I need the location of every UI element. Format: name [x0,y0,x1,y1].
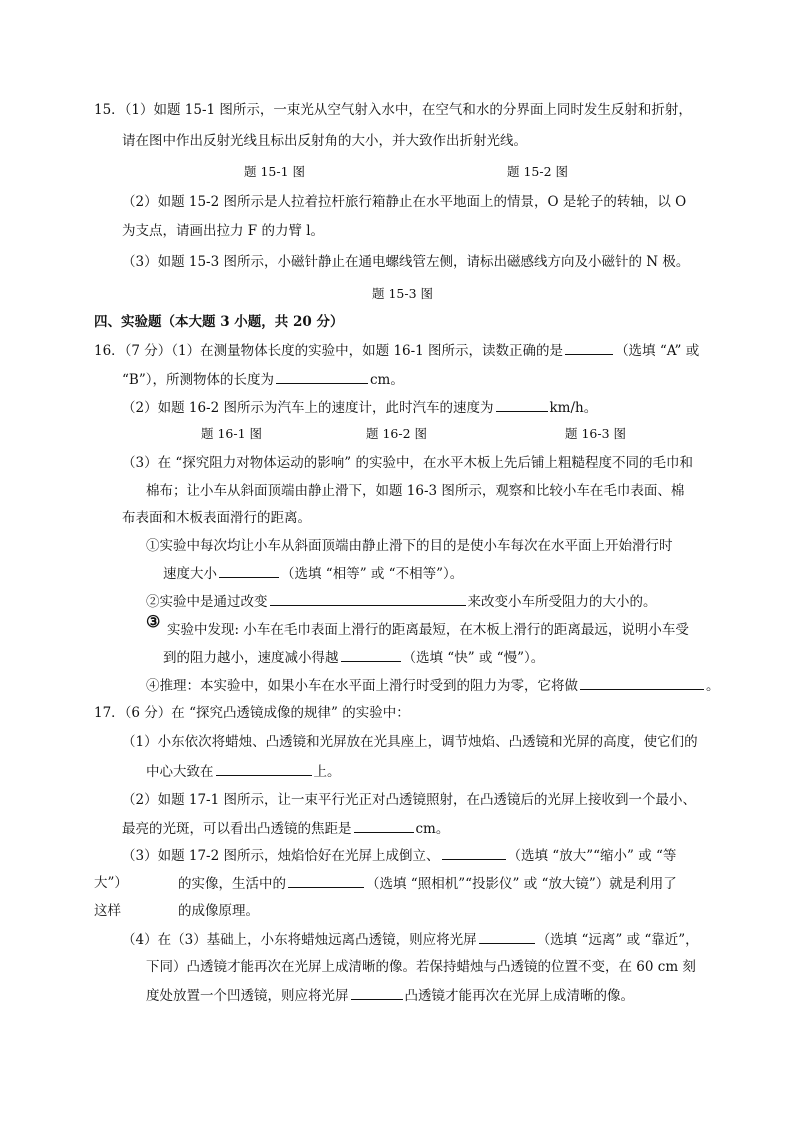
answer-blank[interactable] [496,397,548,412]
q17-text: 度处放置一个凹透镜，则应将光屏 [146,988,349,1004]
q17-line-1: 17．（6 分）在 “探究凸透镜成像的规律” 的实验中： [94,705,410,721]
q16-text: （选填 “相等” 或 “不相等”）。 [281,566,464,582]
q17-line-4: （2）如题 17-1 图所示，让一束平行光正对凸透镜照射，在凸透镜后的光屏上接收到一个最小、 [122,792,696,808]
answer-blank[interactable] [276,369,368,384]
q15-line-2: 请在图中作出反射光线且标出反射角的大小，并大致作出折射光线。 [122,133,527,149]
q17-text: 凸透镜才能再次在光屏上成清晰的像。 [404,988,634,1004]
q17-text: 的实像，生活中的 [178,876,286,892]
q15-line-3: （2）如题 15-2 图所示是人拉着拉杆旅行箱静止在水平地面上的情景，O 是轮子的转轴，以 O [122,194,687,210]
figure-caption-15-1: 题 15-1 图 [244,164,306,179]
q16-text: 。 [706,678,720,694]
q17-line-5 [122,818,449,839]
q16-line-4: （3）在 “探究阻力对物体运动的影响” 的实验中，在水平木板上先后铺上粗糙程度不同的毛巾和 [122,455,693,471]
q17-line-7 [178,873,677,894]
q17-text: （选填 “放大”“缩小” 或 “等 [507,848,677,864]
q16-line-5: 棉布；让小车从斜面顶端由静止滑下，如题 16-3 图所示，观察和比较小车在毛巾表面、棉 [146,483,685,499]
q17-text: （3）如题 17-2 图所示，烛焰恰好在光屏上成倒立、 [122,848,440,864]
q15-line-1: 15．（1）如题 15-1 图所示，一束光从空气射入水中，在空气和水的分界面上同时发生反射和折射， [94,102,692,118]
answer-blank[interactable] [219,563,279,578]
q17-line-3 [146,761,341,782]
figure-caption-15-2: 题 15-2 图 [507,164,569,179]
q17-text: （选填 “远离” 或 “靠近”， [536,932,699,948]
q15-line-5: （3）如题 15-3 图所示，小磁针静止在通电螺线管左侧，请标出磁感线方向及小磁针的 N 极。 [122,254,690,270]
q17-text: cm。 [415,821,450,837]
answer-blank[interactable] [354,818,414,833]
q17-line-6 [122,845,676,866]
q16-text: （选填 “快” 或 “慢”）。 [402,650,545,666]
q17-text: （4）在（3）基础上，小东将蜡烛远离凸透镜，则应将光屏 [122,932,477,948]
q16-text: km/h。 [549,400,598,416]
q16-line-3 [122,397,597,418]
q17-line-11 [146,985,634,1006]
q16-text: 到的阻力越小，速度减小得越 [163,650,339,666]
q17-line-9 [122,929,699,950]
q16-text: （选填 “A” 或 [615,343,700,359]
q16-sub-3-cont [163,647,544,668]
circled-number-3: ③ [146,612,161,631]
figure-caption-15-3: 题 15-3 图 [372,286,434,301]
section-heading: 四、实验题（本大题 3 小题，共 20 分） [94,314,344,330]
answer-blank[interactable] [442,845,506,860]
figure-caption-16-2: 题 16-2 图 [366,426,428,441]
q17-text: （选填 “照相机”“投影仪” 或 “放大镜”）就是利用了 [366,876,677,892]
figure-caption-16-1: 题 16-1 图 [201,426,263,441]
answer-blank[interactable] [341,647,401,662]
answer-blank[interactable] [580,675,704,690]
answer-blank[interactable] [288,873,364,888]
q17-line-8: 的成像原理。 [178,903,259,919]
answer-blank[interactable] [565,340,613,355]
q16-text: ④推理：本实验中，如果小车在水平面上滑行时受到的阻力为零，它将做 [146,678,578,694]
q16-line-1 [94,340,699,361]
q16-text: 速度大小 [163,566,217,582]
answer-blank[interactable] [270,591,466,606]
q16-sub-4 [146,675,720,696]
q16-text: ②实验中是通过改变 [146,594,268,610]
q16-text: （2）如题 16-2 图所示为汽车上的速度计，此时汽车的速度为 [122,400,494,416]
q16-line-2 [122,369,404,390]
q16-text: “B”），所测物体的长度为 [122,372,274,388]
q17-text: 上。 [313,764,341,780]
q16-text: cm。 [369,372,404,388]
q17-line-8a: 这样 [94,903,121,919]
answer-blank[interactable] [216,761,312,776]
q16-sub-3: 实验中发现: 小车在毛巾表面上滑行的距离最短，在木板上滑行的距离最远，说明小车受 [167,622,689,638]
q16-sub-1: ①实验中每次均让小车从斜面顶端由静止滑下的目的是使小车每次在水平面上开始滑行时 [146,538,673,554]
q17-line-2: （1）小东依次将蜡烛、凸透镜和光屏放在光具座上，调节烛焰、凸透镜和光屏的高度，使它们的 [122,734,698,750]
q17-line-7a: 大”） [94,875,128,891]
answer-blank[interactable] [351,985,403,1000]
q17-text: 中心大致在 [146,764,214,780]
q16-line-6: 布表面和木板表面滑行的距离。 [122,510,311,526]
q17-text: 最亮的光斑，可以看出凸透镜的焦距是 [122,821,352,837]
q16-sub-1-cont [163,563,463,584]
q17-line-10: 下同）凸透镜才能再次在光屏上成清晰的像。若保持蜡烛与凸透镜的位置不变，在 60 cm 刻 [146,959,696,975]
q16-sub-2 [146,591,657,612]
q15-line-4: 为支点，请画出拉力 F 的力臂 l。 [122,223,325,239]
answer-blank[interactable] [479,929,535,944]
q16-text: 来改变小车所受阻力的大小的。 [467,594,657,610]
q16-text: 16．（7 分）（1）在测量物体长度的实验中，如题 16-1 图所示，读数正确的是 [94,343,564,359]
figure-caption-16-3: 题 16-3 图 [565,426,627,441]
